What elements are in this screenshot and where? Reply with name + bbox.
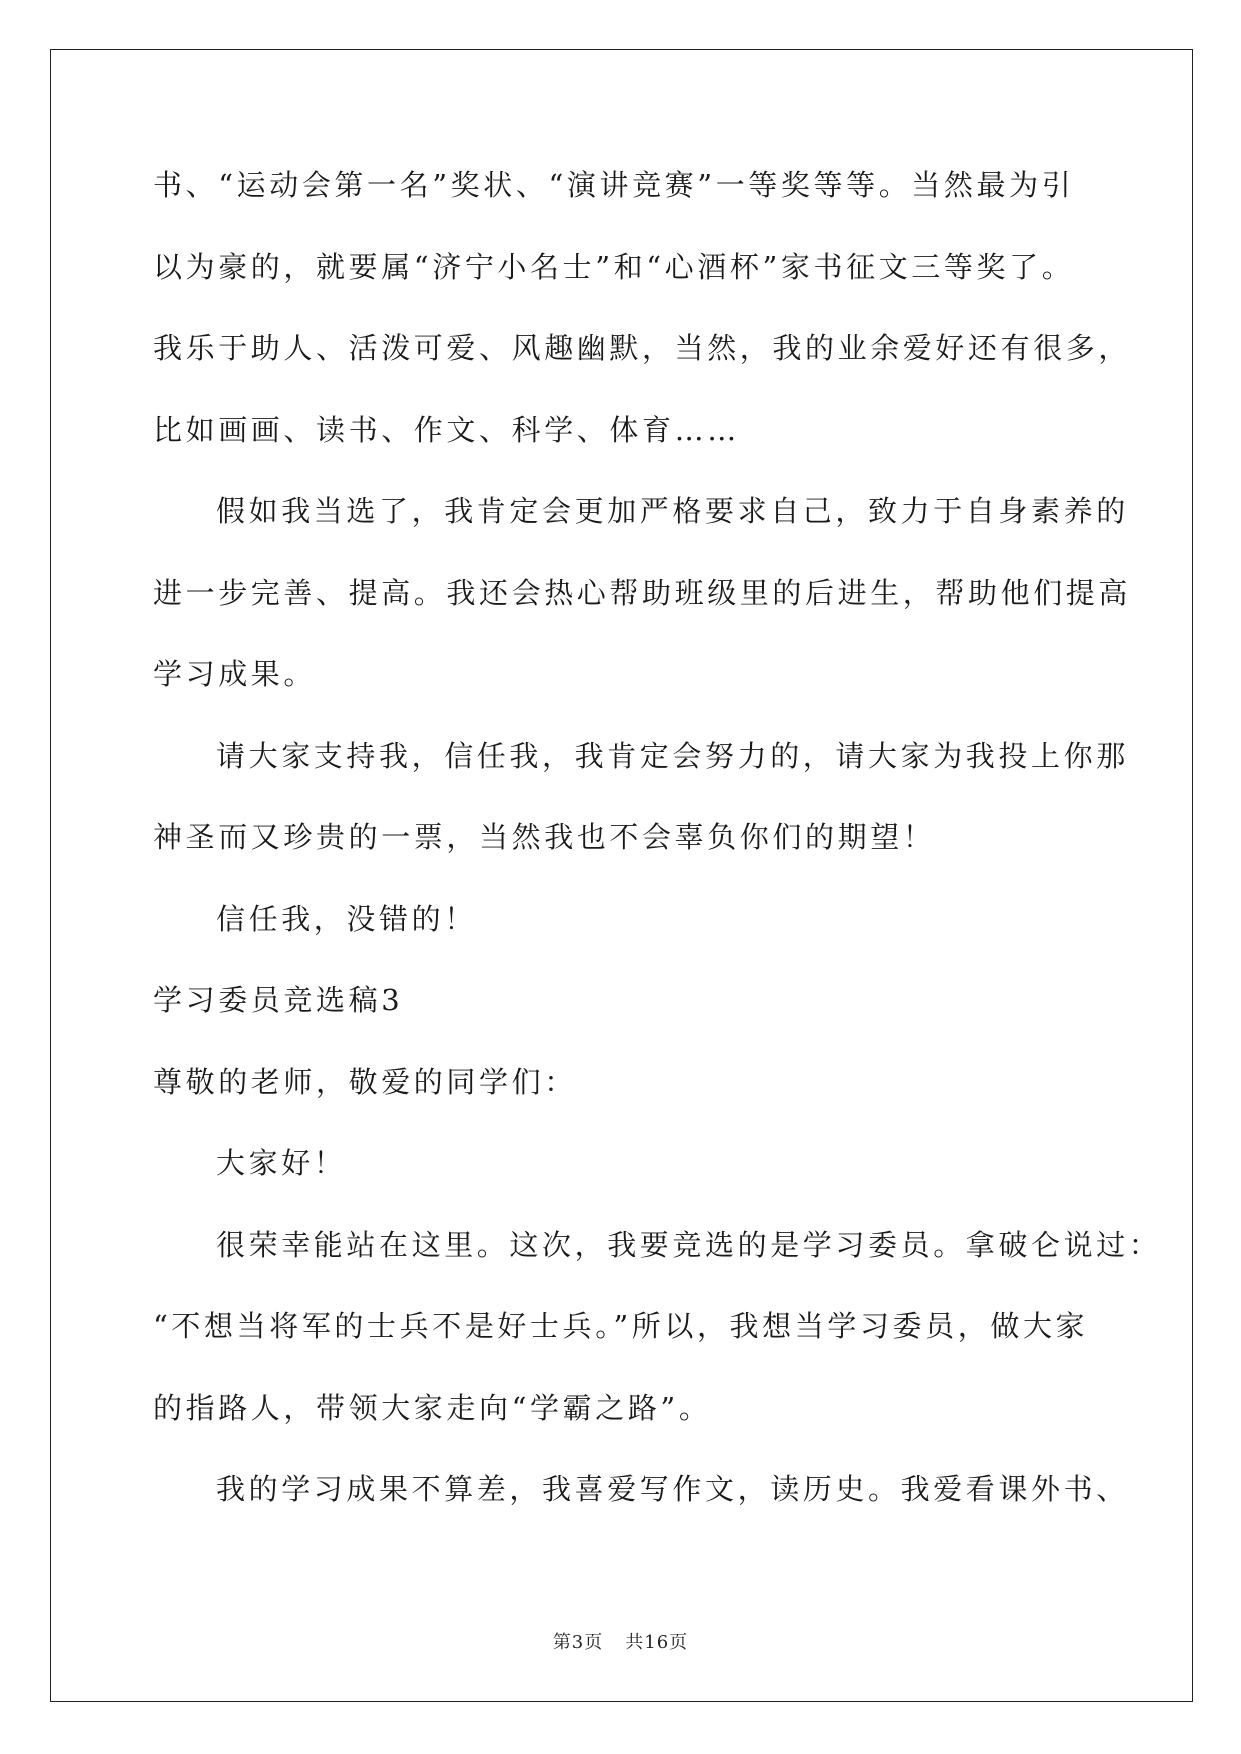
salutation: 尊敬的老师，敬爱的同学们： bbox=[153, 1064, 577, 1099]
total-page-count: 共16页 bbox=[625, 1632, 689, 1653]
section-heading: 学习委员竞选稿3 bbox=[153, 983, 404, 1017]
text-line-17: 我的学习成果不算差，我喜爱写作文，读历史。我爱看课外书、 bbox=[216, 1472, 1129, 1506]
text-line-6: 进一步完善、提高。我还会热心帮助班级里的后进生，帮助他们提高 bbox=[153, 575, 1132, 610]
greeting: 大家好！ bbox=[216, 1146, 347, 1180]
text-line-8: 请大家支持我，信任我，我肯定会努力的，请大家为我投上你那 bbox=[216, 738, 1129, 773]
current-page-number: 第3页 bbox=[552, 1632, 604, 1653]
page-footer bbox=[0, 1628, 1241, 1654]
text-line-9: 神圣而又珍贵的一票，当然我也不会辜负你们的期望！ bbox=[153, 820, 936, 854]
text-line-10: 信任我，没错的！ bbox=[216, 901, 477, 936]
text-line-16: 的指路人，带领大家走向“学霸之路”。 bbox=[153, 1390, 712, 1425]
text-line-5: 假如我当选了，我肯定会更加严格要求自己，致力于自身素养的 bbox=[216, 494, 1129, 528]
text-line-7: 学习成果。 bbox=[153, 657, 317, 691]
text-line-4: 比如画画、读书、作文、科学、体育…… bbox=[153, 412, 740, 447]
text-line-15: “不想当将军的士兵不是好士兵。”所以，我想当学习委员，做大家 bbox=[153, 1309, 1089, 1343]
text-line-14: 很荣幸能站在这里。这次，我要竞选的是学习委员。拿破仑说过： bbox=[216, 1227, 1162, 1262]
text-line-1: 书、“运动会第一名”奖状、“演讲竞赛”一等奖等等。当然最为引 bbox=[153, 168, 1075, 202]
document-body bbox=[153, 165, 1162, 1551]
text-line-3: 我乐于助人、活泼可爱、风趣幽默，当然，我的业余爱好还有很多， bbox=[153, 331, 1132, 365]
text-line-2: 以为豪的，就要属“济宁小名士”和“心酒杯”家书征文三等奖了。 bbox=[153, 249, 1075, 284]
